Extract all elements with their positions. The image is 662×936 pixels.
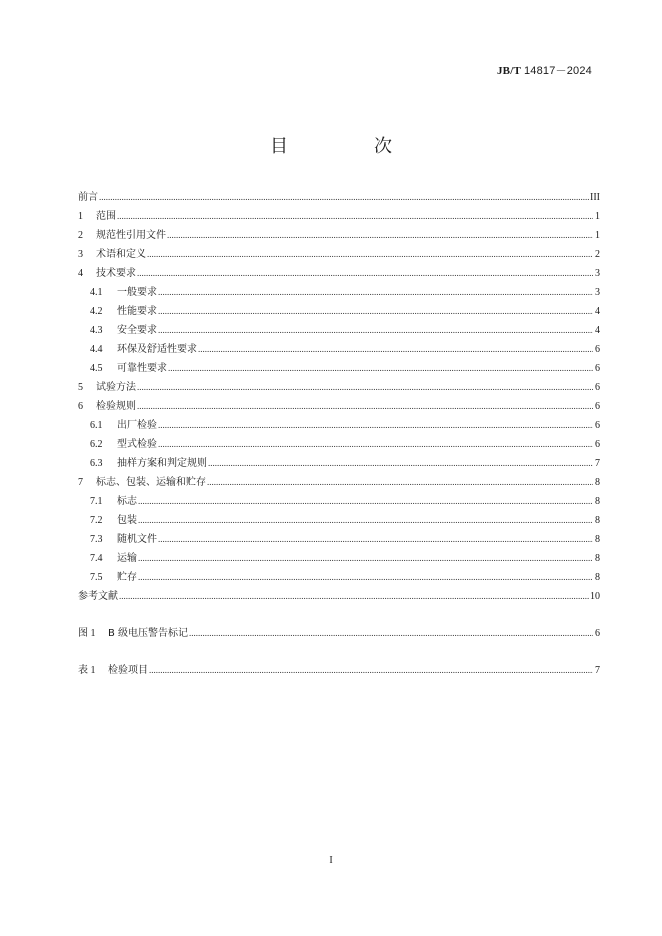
toc-entry[interactable] (78, 397, 600, 416)
toc-entry[interactable] (78, 207, 600, 226)
toc-leader-dots (138, 568, 593, 587)
toc-leader-dots (158, 530, 593, 549)
toc-entry-title: 规范性引用文件 (96, 230, 166, 241)
toc-entry-page: 1 (595, 230, 600, 241)
toc-entry-title: 标志、包装、运输和贮存 (96, 477, 206, 488)
toc-entry-number: 4.1 (90, 287, 103, 298)
toc-entry-title: 技术要求 (96, 268, 136, 279)
toc-leader-dots (138, 511, 593, 530)
toc-main-list (78, 188, 600, 606)
toc-entry-number: 2 (78, 230, 83, 241)
toc-entry[interactable] (78, 435, 600, 454)
toc-leader-dots (138, 492, 593, 511)
toc-entry[interactable] (78, 359, 600, 378)
toc-entry-number: 7.3 (90, 534, 103, 545)
toc-entry-number: 6.3 (90, 458, 103, 469)
toc-entry[interactable] (78, 302, 600, 321)
toc-leader-dots (119, 587, 589, 606)
toc-entry-title: 性能要求 (117, 306, 157, 317)
toc-leader-dots (137, 397, 593, 416)
toc-entry-title: 参考文献 (78, 591, 118, 602)
table-of-contents (78, 188, 600, 680)
toc-leader-dots (158, 416, 593, 435)
toc-entry-number: 4 (78, 268, 83, 279)
toc-entry-page: 6 (595, 363, 600, 374)
toc-entry-number: 6 (78, 401, 83, 412)
toc-entry[interactable] (78, 473, 600, 492)
toc-entry-page: 8 (595, 553, 600, 564)
toc-entry[interactable] (78, 321, 600, 340)
toc-leader-dots (158, 321, 593, 340)
toc-entry-title: 试验方法 (96, 382, 136, 393)
toc-leader-dots (189, 624, 593, 643)
toc-entry[interactable] (78, 511, 600, 530)
toc-entry[interactable] (78, 264, 600, 283)
toc-leader-dots (99, 188, 589, 207)
toc-leader-dots (158, 302, 593, 321)
toc-entry-page: 4 (595, 325, 600, 336)
toc-entry-page: III (590, 192, 600, 203)
toc-entry-number: 7.2 (90, 515, 103, 526)
toc-entry-number: 6.1 (90, 420, 103, 431)
toc-entry-title: 术语和定义 (96, 249, 146, 260)
toc-entry-page: 6 (595, 382, 600, 393)
toc-leader-dots (158, 435, 593, 454)
toc-gap (78, 643, 600, 661)
toc-entry-page: 10 (590, 591, 600, 602)
toc-leader-dots (208, 454, 593, 473)
toc-entry-title: 型式检验 (117, 439, 157, 450)
page-title: 目 次 (270, 136, 426, 157)
toc-table-list (78, 661, 600, 680)
toc-leader-dots (117, 207, 593, 226)
toc-entry[interactable] (78, 378, 600, 397)
toc-leader-dots (137, 264, 593, 283)
toc-entry-number: 4.2 (90, 306, 103, 317)
toc-entry[interactable] (78, 283, 600, 302)
toc-leader-dots (158, 283, 593, 302)
toc-entry[interactable] (78, 188, 600, 207)
toc-entry[interactable] (78, 624, 600, 643)
toc-entry-page: 6 (595, 401, 600, 412)
toc-entry-page: 3 (595, 287, 600, 298)
toc-leader-dots (207, 473, 593, 492)
toc-entry-page: 3 (595, 268, 600, 279)
toc-entry-title: 运输 (117, 553, 137, 564)
toc-entry-number: 6.2 (90, 439, 103, 450)
toc-leader-dots (167, 226, 593, 245)
toc-entry-number: 7.4 (90, 553, 103, 564)
toc-entry-page: 2 (595, 249, 600, 260)
toc-entry-title: 包装 (117, 515, 137, 526)
toc-entry[interactable] (78, 226, 600, 245)
toc-entry-page: 6 (595, 344, 600, 355)
toc-entry-title: 可靠性要求 (117, 363, 167, 374)
toc-entry[interactable] (78, 245, 600, 264)
toc-entry-title: 前言 (78, 192, 98, 203)
document-code-number: 14817－2024 (523, 65, 592, 77)
toc-entry-number: 4.5 (90, 363, 103, 374)
toc-entry-page: 6 (595, 420, 600, 431)
page-number: I (329, 855, 333, 866)
toc-entry-page: 8 (595, 572, 600, 583)
toc-entry-page: 8 (595, 515, 600, 526)
toc-entry-page: 6 (595, 628, 600, 639)
toc-entry-title: B 级电压警告标记 (108, 628, 189, 639)
toc-entry-title: 标志 (117, 496, 137, 507)
toc-entry-page: 4 (595, 306, 600, 317)
toc-entry[interactable] (78, 661, 600, 680)
toc-leader-dots (147, 245, 593, 264)
toc-entry-number: 7 (78, 477, 83, 488)
toc-entry-page: 7 (595, 458, 600, 469)
toc-entry-title: 贮存 (117, 572, 137, 583)
toc-entry-title: 检验项目 (108, 665, 148, 676)
toc-entry-title: 出厂检验 (117, 420, 157, 431)
toc-leader-dots (198, 340, 593, 359)
toc-leader-dots (137, 378, 593, 397)
toc-leader-dots (138, 549, 593, 568)
toc-entry-number: 5 (78, 382, 83, 393)
toc-leader-dots (168, 359, 593, 378)
toc-entry-number: 1 (78, 211, 83, 222)
toc-entry-title: 随机文件 (117, 534, 157, 545)
toc-leader-dots (149, 661, 593, 680)
toc-entry[interactable] (78, 530, 600, 549)
toc-entry-title: 抽样方案和判定规则 (117, 458, 207, 469)
document-code-prefix: JB/T (496, 65, 521, 77)
toc-entry[interactable] (78, 340, 600, 359)
toc-entry-title: 环保及舒适性要求 (117, 344, 197, 355)
toc-entry[interactable] (78, 568, 600, 587)
toc-entry-number: 表 1 (78, 665, 96, 676)
toc-entry-page: 7 (595, 665, 600, 676)
toc-entry-number: 7.5 (90, 572, 103, 583)
toc-entry-title: 安全要求 (117, 325, 157, 336)
toc-gap (78, 606, 600, 624)
toc-entry-page: 6 (595, 439, 600, 450)
toc-entry[interactable] (78, 492, 600, 511)
toc-entry-page: 8 (595, 534, 600, 545)
toc-entry-title: 一般要求 (117, 287, 157, 298)
toc-entry[interactable] (78, 454, 600, 473)
toc-entry-number: 4.3 (90, 325, 103, 336)
toc-figure-list (78, 624, 600, 643)
toc-entry-number: 4.4 (90, 344, 103, 355)
toc-entry-page: 8 (595, 477, 600, 488)
toc-entry-page: 1 (595, 211, 600, 222)
toc-entry-page: 8 (595, 496, 600, 507)
toc-entry[interactable] (78, 549, 600, 568)
toc-entry-number: 图 1 (78, 628, 96, 639)
toc-entry-number: 7.1 (90, 496, 103, 507)
toc-entry-title: 范围 (96, 211, 116, 222)
toc-entry[interactable] (78, 587, 600, 606)
toc-entry[interactable] (78, 416, 600, 435)
document-code (497, 62, 592, 78)
toc-entry-title: 检验规则 (96, 401, 136, 412)
toc-entry-number: 3 (78, 249, 83, 260)
